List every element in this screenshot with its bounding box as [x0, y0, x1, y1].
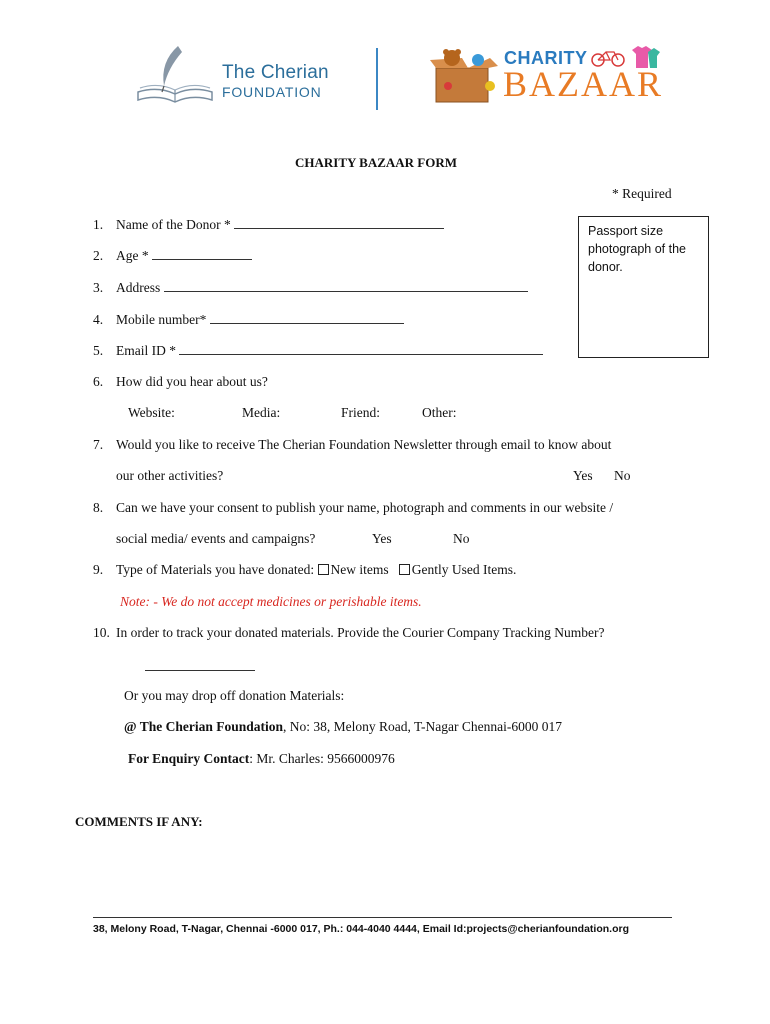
dropoff-address: [124, 719, 562, 735]
question-5: [93, 343, 176, 359]
question-label: In order to track your donated materials. Provide the Courier Company Tracking Number?: [116, 625, 605, 640]
newsletter-yes[interactable]: Yes: [573, 468, 593, 483]
question-label: How did you hear about us?: [116, 374, 268, 389]
footer-rule: [93, 917, 672, 918]
age-field[interactable]: [152, 258, 252, 260]
required-note: * Required: [612, 186, 672, 201]
question-number: 6.: [93, 374, 104, 389]
address-prefix: @: [124, 719, 140, 734]
enquiry-contact: [128, 751, 395, 767]
question-6: [93, 374, 268, 390]
question-9: [93, 562, 517, 578]
comments-label: COMMENTS IF ANY:: [75, 814, 203, 829]
hear-option-media[interactable]: Media:: [242, 405, 281, 420]
email-field[interactable]: [179, 353, 543, 355]
question-label: Address: [116, 280, 161, 295]
question-number: 9.: [93, 562, 104, 577]
consent-yes[interactable]: Yes: [372, 531, 392, 546]
new-items-label: New items: [330, 562, 389, 577]
book-quill-icon: [130, 42, 220, 112]
question-label: Can we have your consent to publish your name, photograph and comments in our website /: [116, 500, 614, 515]
question-number: 1.: [93, 217, 104, 232]
question-label: Mobile number*: [116, 312, 207, 327]
newsletter-no[interactable]: No: [614, 468, 631, 483]
question-1: [93, 217, 231, 233]
footer-text: 38, Melony Road, T-Nagar, Chennai -6000 017, Ph.: 044-4040 4444, Email Id:projects@cherianfoundation.org: [93, 923, 629, 935]
question-label: Name of the Donor *: [116, 217, 231, 232]
hear-option-friend[interactable]: Friend:: [341, 405, 380, 420]
question-8: [93, 500, 614, 516]
cherian-logo-line2: FOUNDATION: [222, 84, 322, 100]
question-8-continued: social media/ events and campaigns?: [116, 531, 316, 546]
question-label: Age *: [116, 248, 149, 263]
question-7: [93, 437, 612, 453]
used-items-label: Gently Used Items.: [411, 562, 517, 577]
bazaar-logo-text: BAZAAR: [503, 64, 664, 104]
question-number: 10.: [93, 625, 110, 640]
enquiry-label: For Enquiry Contact: [128, 751, 250, 766]
comments-area[interactable]: [75, 834, 675, 910]
question-number: 2.: [93, 248, 104, 263]
hear-option-website[interactable]: Website:: [128, 405, 175, 420]
address-field[interactable]: [164, 290, 528, 292]
question-label: Email ID *: [116, 343, 176, 358]
note-text: Note: - We do not accept medicines or perishable items.: [120, 594, 422, 609]
charity-logo-text: CHARITY: [504, 48, 588, 68]
question-label: Would you like to receive The Cherian Foundation Newsletter through email to know about: [116, 437, 612, 452]
address-org: The Cherian Foundation: [139, 719, 283, 734]
question-number: 3.: [93, 280, 104, 295]
question-number: 8.: [93, 500, 104, 515]
consent-no[interactable]: No: [453, 531, 470, 546]
cherian-logo: [130, 42, 220, 112]
hear-option-other[interactable]: Other:: [422, 405, 457, 420]
form-title: CHARITY BAZAAR FORM: [294, 155, 458, 170]
question-number: 4.: [93, 312, 104, 327]
question-3: [93, 280, 161, 296]
cherian-logo-line1: The Cherian: [222, 62, 329, 83]
tracking-number-field[interactable]: [145, 670, 255, 671]
enquiry-rest: : Mr. Charles: 9566000976: [249, 751, 395, 766]
question-7-continued: our other activities?: [116, 468, 224, 483]
donor-name-field[interactable]: [234, 227, 444, 229]
question-10: [93, 625, 605, 641]
mobile-field[interactable]: [210, 322, 404, 324]
photo-box-label: Passport size photograph of the donor.: [588, 224, 686, 274]
question-2: [93, 248, 149, 264]
question-number: 5.: [93, 343, 104, 358]
used-items-checkbox[interactable]: [399, 564, 410, 575]
new-items-checkbox[interactable]: [318, 564, 329, 575]
charity-bazaar-box-icon: [428, 46, 502, 106]
dropoff-intro: Or you may drop off donation Materials:: [124, 688, 345, 703]
question-label: Type of Materials you have donated:: [116, 562, 315, 577]
header-divider: [376, 48, 378, 110]
question-number: 7.: [93, 437, 104, 452]
address-rest: , No: 38, Melony Road, T-Nagar Chennai-6000 017: [282, 719, 562, 734]
question-4: [93, 312, 207, 328]
